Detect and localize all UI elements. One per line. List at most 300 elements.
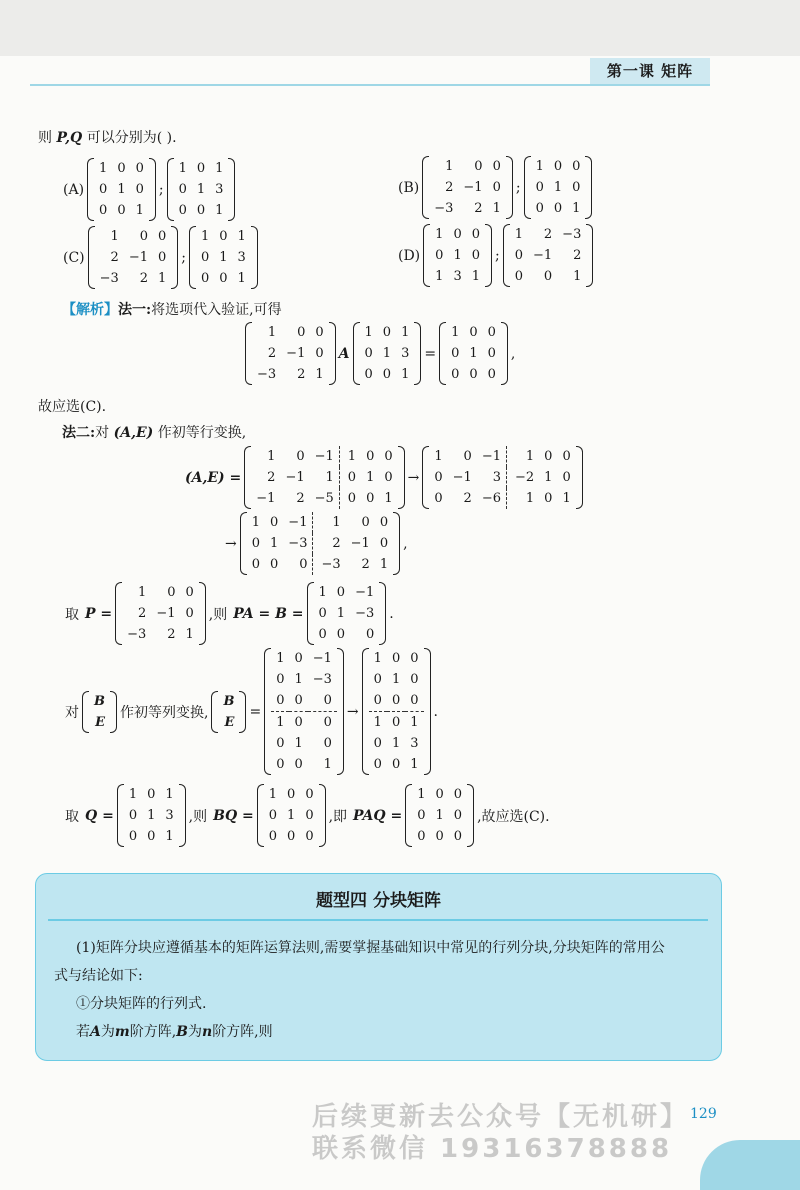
header-rule bbox=[30, 84, 710, 86]
matrix-cell: −3 bbox=[562, 227, 582, 242]
option-b-matrix-2 bbox=[524, 156, 593, 219]
matrix-cell: 1 bbox=[544, 470, 553, 485]
matrix-cell: 0 bbox=[453, 227, 462, 242]
be-matrix-1 bbox=[264, 648, 344, 775]
method2-title: 法二: bbox=[62, 425, 96, 441]
matrix-cell: 1 bbox=[435, 227, 444, 242]
matrix-cell: 0 bbox=[435, 829, 444, 844]
matrix-cell: 0 bbox=[544, 449, 553, 464]
be-matrix-2 bbox=[362, 648, 431, 775]
option-b-label: (B) bbox=[398, 179, 420, 196]
take-q: 取 bbox=[65, 808, 79, 825]
matrix-cell: 0 bbox=[167, 585, 176, 600]
matrix-cell: −1 bbox=[256, 491, 276, 506]
matrix-cell: 0 bbox=[535, 201, 544, 216]
method2-ae: (A,E) bbox=[113, 425, 154, 441]
matrix-cell: 1 bbox=[364, 325, 373, 340]
matrix-cell: 1 bbox=[237, 229, 246, 244]
bq-label: BQ = bbox=[213, 807, 254, 824]
matrix-cell: 3 bbox=[401, 346, 410, 361]
matrix-cell: −1 bbox=[156, 606, 176, 621]
matrix-cell: 2 bbox=[267, 346, 277, 361]
top-band bbox=[0, 0, 800, 56]
matrix-cell: 1 bbox=[135, 203, 144, 218]
conclusion-1: 故应选(C). bbox=[38, 399, 107, 415]
ae-lhs: (A,E) = bbox=[185, 469, 242, 486]
matrix-cell: 0 bbox=[463, 449, 472, 464]
matrix-cell: 0 bbox=[391, 651, 401, 666]
column-transform-line bbox=[62, 648, 441, 775]
bq-text: ,则 bbox=[188, 808, 208, 825]
matrix-cell: 0 bbox=[384, 470, 393, 485]
eq1-a: A bbox=[338, 345, 350, 362]
matrix-cell: −1 bbox=[355, 585, 375, 600]
matrix-cell: 0 bbox=[391, 693, 401, 708]
matrix-cell: 0 bbox=[308, 712, 337, 734]
matrix-cell: 1 bbox=[410, 757, 419, 772]
matrix-cell: 1 bbox=[157, 271, 167, 286]
matrix-cell: 0 bbox=[276, 693, 285, 708]
matrix-cell: 2 bbox=[297, 367, 306, 382]
matrix-cell: 0 bbox=[364, 346, 373, 361]
matrix-cell: 0 bbox=[99, 182, 108, 197]
matrix-cell: 1 bbox=[391, 736, 401, 751]
matrix-cell: 0 bbox=[336, 585, 346, 600]
matrix-cell: 0 bbox=[157, 229, 167, 244]
matrix-cell: 0 bbox=[410, 651, 419, 666]
eq1-matrix-q bbox=[353, 322, 422, 385]
ae-transform-line-1 bbox=[182, 446, 583, 509]
matrix-cell: 0 bbox=[299, 557, 308, 572]
matrix-cell: 1 bbox=[196, 182, 206, 197]
matrix-cell: 0 bbox=[251, 557, 261, 572]
matrix-cell: 2 bbox=[110, 250, 119, 265]
matrix-cell: 0 bbox=[135, 161, 144, 176]
matrix-cell: 1 bbox=[325, 470, 334, 485]
question-stem bbox=[38, 128, 177, 148]
matrix-cell: 3 bbox=[165, 808, 174, 823]
pa-text: ,则 bbox=[208, 606, 228, 623]
matrix-cell: 2 bbox=[267, 470, 276, 485]
matrix-cell: 1 bbox=[128, 787, 138, 802]
option-b[interactable] bbox=[395, 156, 592, 219]
p3-n: n bbox=[202, 1024, 213, 1040]
b-matrix bbox=[307, 582, 387, 645]
matrix-cell: 0 bbox=[270, 515, 279, 530]
semicolon: ; bbox=[495, 247, 500, 264]
matrix-cell: 1 bbox=[267, 325, 277, 340]
matrix-cell: 1 bbox=[506, 488, 539, 509]
matrix-cell: 0 bbox=[410, 672, 419, 687]
matrix-cell: 0 bbox=[453, 829, 463, 844]
matrix-cell: 1 bbox=[110, 229, 119, 244]
box-p3 bbox=[76, 1022, 273, 1042]
be-top: B bbox=[94, 693, 105, 709]
matrix-cell: −1 bbox=[312, 651, 332, 666]
q-matrix bbox=[117, 784, 186, 847]
option-a-label: (A) bbox=[63, 181, 85, 198]
matrix-cell: 0 bbox=[379, 536, 389, 551]
option-c-label: (C) bbox=[63, 249, 85, 266]
box-p1: (1)矩阵分块应遵循基本的矩阵运算法则,需要掌握基础知识中常见的行列分块,分块矩阵的常用公 bbox=[76, 940, 665, 956]
box-p1b: 式与结论如下: bbox=[54, 968, 143, 984]
matrix-cell: 1 bbox=[573, 269, 582, 284]
matrix-cell: 2 bbox=[463, 491, 472, 506]
matrix-cell: 0 bbox=[435, 787, 444, 802]
matrix-cell: 1 bbox=[435, 808, 444, 823]
matrix-cell: 1 bbox=[99, 161, 108, 176]
matrix-cell: 0 bbox=[318, 606, 327, 621]
solution-label: 【解析】 bbox=[62, 302, 118, 318]
matrix-cell: 0 bbox=[200, 271, 210, 286]
option-d-label: (D) bbox=[398, 247, 421, 264]
matrix-cell: 1 bbox=[366, 470, 375, 485]
matrix-cell: 1 bbox=[453, 248, 462, 263]
matrix-cell: 0 bbox=[387, 712, 405, 734]
option-c-matrix-2 bbox=[189, 226, 258, 289]
matrix-cell: 0 bbox=[572, 180, 581, 195]
corner-decoration bbox=[700, 1140, 800, 1190]
matrix-cell: 0 bbox=[185, 606, 194, 621]
be-eq: = bbox=[249, 703, 262, 720]
matrix-cell: −1 bbox=[452, 470, 472, 485]
matrix-cell: −2 bbox=[506, 467, 539, 488]
matrix-cell: 2 bbox=[543, 227, 553, 242]
matrix-cell: −3 bbox=[99, 271, 119, 286]
stem-suffix: 可以分别为( ). bbox=[86, 130, 177, 146]
matrix-cell: 1 bbox=[445, 159, 454, 174]
matrix-cell: 1 bbox=[435, 269, 444, 284]
matrix-cell: 2 bbox=[138, 606, 147, 621]
matrix-cell: 0 bbox=[139, 229, 148, 244]
matrix-cell: 0 bbox=[157, 250, 167, 265]
matrix-cell: 0 bbox=[196, 203, 206, 218]
p3-b: 为 bbox=[100, 1024, 115, 1040]
matrix-cell: −3 bbox=[257, 367, 277, 382]
col-text-a: 对 bbox=[65, 704, 79, 721]
matrix-cell: 0 bbox=[268, 808, 278, 823]
matrix-cell: 0 bbox=[128, 829, 138, 844]
matrix-cell: 0 bbox=[562, 449, 571, 464]
matrix-cell: 0 bbox=[294, 693, 303, 708]
matrix-cell: 0 bbox=[268, 829, 278, 844]
matrix-cell: 0 bbox=[410, 693, 419, 708]
equation-1: 1 0 0 2 −1 0 −3 2 1 A 1 0 1 0 1 3 0 0 1 = 1 0 0 0 1 0 0 0 0 , bbox=[245, 322, 518, 385]
col-text-b: 作初等列变换, bbox=[120, 704, 209, 721]
matrix-cell: 1 bbox=[553, 180, 563, 195]
matrix-cell: 2 bbox=[139, 271, 148, 286]
matrix-cell: 0 bbox=[294, 651, 303, 666]
matrix-cell: 0 bbox=[553, 159, 563, 174]
take-p-line bbox=[62, 582, 397, 645]
p3-m: m bbox=[114, 1024, 130, 1040]
p3-A: A bbox=[90, 1024, 101, 1040]
matrix-cell: 0 bbox=[514, 248, 523, 263]
matrix-cell: 1 bbox=[469, 346, 478, 361]
matrix-cell: 0 bbox=[366, 491, 375, 506]
matrix-cell: 2 bbox=[474, 201, 483, 216]
matrix-cell: 1 bbox=[270, 536, 279, 551]
matrix-cell: 0 bbox=[474, 159, 483, 174]
matrix-cell: −3 bbox=[355, 606, 375, 621]
be-block-1 bbox=[82, 691, 117, 733]
matrix-cell: 0 bbox=[296, 449, 305, 464]
matrix-cell: 0 bbox=[361, 515, 370, 530]
matrix-cell: 1 bbox=[572, 201, 581, 216]
matrix-cell: 1 bbox=[117, 182, 126, 197]
matrix-cell: 0 bbox=[318, 627, 327, 642]
method2-intro bbox=[62, 423, 246, 443]
arrow: → bbox=[346, 703, 359, 720]
arrow: → bbox=[225, 535, 237, 552]
matrix-cell: −3 bbox=[313, 554, 346, 575]
matrix-cell: 0 bbox=[339, 467, 361, 488]
topic-box bbox=[35, 873, 722, 1061]
p3-B: B bbox=[176, 1024, 188, 1040]
matrix-cell: 0 bbox=[471, 248, 480, 263]
matrix-cell: 1 bbox=[276, 651, 285, 666]
matrix-cell: 2 bbox=[445, 180, 454, 195]
matrix-cell: 0 bbox=[305, 829, 314, 844]
box-title: 题型四 分块矩阵 bbox=[316, 891, 441, 911]
option-a-matrix-2 bbox=[167, 158, 236, 221]
matrix-cell: 0 bbox=[99, 203, 108, 218]
matrix-cell: 1 bbox=[405, 712, 423, 734]
matrix-cell: 1 bbox=[506, 446, 539, 467]
matrix-cell: 1 bbox=[200, 229, 210, 244]
matrix-cell: 1 bbox=[215, 161, 224, 176]
matrix-cell: 0 bbox=[219, 271, 228, 286]
matrix-cell: 0 bbox=[434, 470, 443, 485]
matrix-cell: 0 bbox=[514, 269, 523, 284]
matrix-cell: 0 bbox=[373, 693, 382, 708]
matrix-cell: 0 bbox=[469, 367, 478, 382]
matrix-cell: −1 bbox=[350, 536, 370, 551]
be-bot: E bbox=[224, 714, 235, 730]
matrix-cell: 2 bbox=[361, 557, 370, 572]
matrix-cell: 0 bbox=[435, 248, 444, 263]
matrix-cell: 0 bbox=[364, 367, 373, 382]
matrix-cell: 0 bbox=[451, 367, 460, 382]
matrix-cell: 0 bbox=[315, 325, 324, 340]
take-p: 取 bbox=[65, 606, 79, 623]
matrix-cell: 0 bbox=[382, 367, 392, 382]
matrix-cell: 0 bbox=[178, 182, 187, 197]
matrix-cell: 1 bbox=[339, 446, 361, 467]
matrix-cell: 1 bbox=[268, 787, 278, 802]
matrix-cell: 0 bbox=[469, 325, 478, 340]
matrix-cell: 0 bbox=[417, 808, 426, 823]
matrix-cell: 0 bbox=[487, 346, 496, 361]
matrix-cell: −3 bbox=[312, 672, 332, 687]
option-d-matrix-2 bbox=[503, 224, 594, 287]
matrix-cell: −3 bbox=[127, 627, 147, 642]
be-block-2 bbox=[211, 691, 246, 733]
matrix-cell: 0 bbox=[535, 180, 544, 195]
matrix-cell: 1 bbox=[237, 271, 246, 286]
matrix-cell: 0 bbox=[147, 829, 156, 844]
matrix-cell: 3 bbox=[410, 736, 419, 751]
matrix-cell: 2 bbox=[296, 491, 305, 506]
matrix-cell: −6 bbox=[481, 491, 501, 506]
matrix-cell: 0 bbox=[379, 515, 389, 530]
matrix-cell: 0 bbox=[289, 712, 307, 734]
matrix-cell: 2 bbox=[167, 627, 176, 642]
matrix-cell: 0 bbox=[384, 449, 393, 464]
matrix-cell: 0 bbox=[287, 787, 296, 802]
matrix-cell: 0 bbox=[453, 808, 463, 823]
matrix-cell: 0 bbox=[487, 367, 496, 382]
matrix-cell: 0 bbox=[287, 829, 296, 844]
matrix-cell: 3 bbox=[237, 250, 246, 265]
matrix-cell: 1 bbox=[219, 250, 228, 265]
matrix-cell: 3 bbox=[453, 269, 462, 284]
matrix-cell: 1 bbox=[401, 367, 410, 382]
eq1-matrix-result bbox=[439, 322, 508, 385]
option-d-matrix-1 bbox=[423, 224, 492, 287]
matrix-cell: −1 bbox=[288, 515, 308, 530]
matrix-cell: 0 bbox=[196, 161, 206, 176]
p-label: P = bbox=[85, 605, 113, 622]
matrix-cell: 0 bbox=[270, 557, 279, 572]
paq-end: ,故应选(C). bbox=[477, 808, 550, 825]
matrix-cell: 2 bbox=[573, 248, 582, 263]
matrix-cell: 1 bbox=[562, 491, 571, 506]
matrix-cell: 1 bbox=[417, 787, 426, 802]
matrix-cell: 0 bbox=[323, 693, 332, 708]
matrix-cell: 0 bbox=[366, 449, 375, 464]
matrix-cell: 0 bbox=[471, 227, 480, 242]
matrix-cell: 0 bbox=[487, 325, 496, 340]
p3-d: 为 bbox=[188, 1024, 202, 1040]
matrix-cell: 0 bbox=[297, 325, 306, 340]
matrix-cell: 3 bbox=[492, 470, 501, 485]
matrix-cell: 0 bbox=[434, 491, 443, 506]
matrix-cell: 0 bbox=[305, 787, 314, 802]
p3-a: 若 bbox=[76, 1024, 90, 1040]
matrix-cell: 1 bbox=[382, 346, 392, 361]
matrix-cell: 1 bbox=[185, 627, 194, 642]
matrix-cell: 0 bbox=[315, 346, 324, 361]
semicolon: ; bbox=[158, 181, 164, 198]
matrix-cell: 1 bbox=[336, 606, 346, 621]
option-c-matrix-1 bbox=[88, 226, 179, 289]
chapter-header: 第一课 矩阵 bbox=[590, 58, 710, 84]
pa-label: PA = B = bbox=[233, 605, 304, 622]
matrix-cell: 0 bbox=[492, 159, 501, 174]
matrix-cell: 1 bbox=[471, 269, 480, 284]
paq-text: ,即 bbox=[328, 808, 348, 825]
be-bot: E bbox=[95, 714, 105, 730]
option-a-matrix-1 bbox=[87, 158, 156, 221]
matrix-cell: 0 bbox=[305, 808, 314, 823]
box-rule bbox=[48, 919, 708, 921]
matrix-cell: 1 bbox=[369, 712, 387, 734]
matrix-cell: 1 bbox=[315, 367, 324, 382]
bq-matrix bbox=[257, 784, 326, 847]
matrix-cell: −1 bbox=[128, 250, 148, 265]
matrix-cell: 1 bbox=[165, 787, 174, 802]
matrix-cell: 0 bbox=[391, 757, 401, 772]
matrix-cell: −3 bbox=[288, 536, 308, 551]
matrix-cell: 1 bbox=[318, 585, 327, 600]
matrix-cell: 1 bbox=[147, 808, 156, 823]
matrix-cell: 0 bbox=[543, 269, 553, 284]
matrix-cell: 0 bbox=[544, 491, 553, 506]
ae-matrix-1 bbox=[244, 446, 404, 509]
matrix-cell: 0 bbox=[135, 182, 144, 197]
matrix-cell: 1 bbox=[434, 449, 443, 464]
eq1-matrix-p bbox=[245, 322, 336, 385]
option-d[interactable] bbox=[395, 224, 593, 287]
matrix-cell: 0 bbox=[417, 829, 426, 844]
matrix-cell: 0 bbox=[276, 736, 285, 751]
matrix-cell: 1 bbox=[379, 557, 389, 572]
matrix-cell: 0 bbox=[382, 325, 392, 340]
method1-text: 将选项代入验证,可得 bbox=[151, 302, 282, 318]
matrix-cell: 0 bbox=[294, 757, 303, 772]
semicolon: ; bbox=[181, 249, 186, 266]
be-top: B bbox=[223, 693, 235, 709]
matrix-cell: 0 bbox=[365, 627, 375, 642]
matrix-cell: 0 bbox=[336, 627, 346, 642]
p3-e: 阶方阵,则 bbox=[212, 1024, 273, 1040]
matrix-cell: 1 bbox=[165, 829, 174, 844]
p3-c: 阶方阵, bbox=[129, 1024, 177, 1040]
option-c[interactable] bbox=[60, 226, 258, 289]
matrix-cell: 1 bbox=[313, 512, 346, 533]
matrix-cell: 1 bbox=[267, 449, 276, 464]
matrix-cell: 1 bbox=[251, 515, 261, 530]
matrix-cell: 0 bbox=[553, 201, 563, 216]
matrix-cell: 2 bbox=[313, 533, 346, 554]
arrow: → bbox=[407, 469, 420, 486]
matrix-cell: 0 bbox=[339, 488, 361, 509]
ae-matrix-2 bbox=[422, 446, 582, 509]
matrix-cell: 0 bbox=[200, 250, 210, 265]
matrix-cell: 1 bbox=[391, 672, 401, 687]
watermark-line-2: 联系微信 19316378888 bbox=[312, 1134, 673, 1164]
matrix-cell: 0 bbox=[147, 787, 156, 802]
page-number: 129 bbox=[690, 1106, 717, 1122]
method2-text-a: 对 bbox=[95, 425, 110, 441]
box-p2: ①分块矩阵的行列式. bbox=[76, 996, 207, 1012]
matrix-cell: 1 bbox=[138, 585, 147, 600]
matrix-cell: 0 bbox=[251, 536, 261, 551]
matrix-cell: 0 bbox=[562, 470, 571, 485]
p-matrix bbox=[115, 582, 206, 645]
period: . bbox=[389, 605, 394, 622]
matrix-cell: 0 bbox=[373, 736, 382, 751]
matrix-cell: 1 bbox=[492, 201, 501, 216]
matrix-cell: 0 bbox=[572, 159, 581, 174]
matrix-cell: 1 bbox=[401, 325, 410, 340]
matrix-cell: 0 bbox=[323, 736, 332, 751]
matrix-cell: 0 bbox=[178, 203, 187, 218]
watermark-line-1: 后续更新去公众号【无机研】 bbox=[312, 1102, 690, 1132]
matrix-cell: 3 bbox=[215, 182, 224, 197]
paq-label: PAQ = bbox=[353, 807, 403, 824]
matrix-cell: −1 bbox=[286, 346, 306, 361]
matrix-cell: 0 bbox=[276, 757, 285, 772]
matrix-cell: −1 bbox=[314, 449, 334, 464]
option-a[interactable] bbox=[60, 158, 235, 221]
matrix-cell: −1 bbox=[481, 449, 501, 464]
matrix-cell: 1 bbox=[294, 672, 303, 687]
eq1-end: , bbox=[510, 345, 516, 362]
matrix-cell: 0 bbox=[128, 808, 138, 823]
method2-text-b: 作初等行变换, bbox=[157, 425, 247, 441]
